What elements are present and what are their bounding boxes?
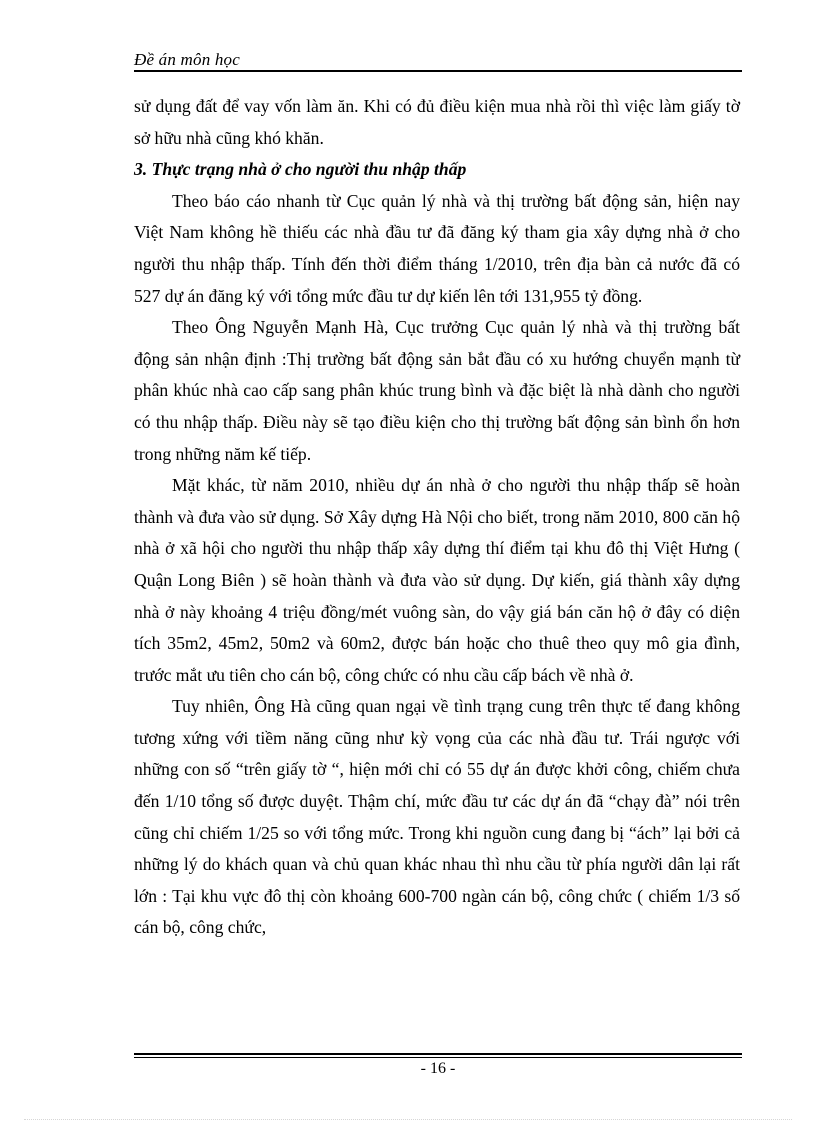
paragraph-concerns: Tuy nhiên, Ông Hà cũng quan ngại về tình trạng cung trên thực tế đang không tương xứng với tiềm năng cũng như kỳ vọng của các nhà đầu tư. Trái ngược với những con số “trên giấy tờ “, hiện mới chỉ có 55 dự án được khởi công, chiếm chưa đến 1/10 tổng số được duyệt. Thậm chí, mức đầu tư các dự án đã “chạy đà” nói trên cũng chỉ chiếm 1/25 so với tổng mức. Trong khi nguồn cung đang bị “ách” lại bởi cả những lý do khách quan và chủ quan khác nhau thì nhu cầu từ phía người dân lại rất lớn : Tại khu vực đô thị còn khoảng 600-700 ngàn cán bộ, công chức ( chiếm 1/3 số cán bộ, công chức, bbox=[134, 696, 740, 938]
paragraph-report: Theo báo cáo nhanh từ Cục quản lý nhà và thị trường bất động sản, hiện nay Việt Nam không hề thiếu các nhà đầu tư đã đăng ký tham gia xây dựng nhà ở cho người thu nhập thấp. Tính đến thời điểm tháng 1/2010, trên địa bàn cả nước đã có 527 dự án đăng ký với tổng mức đầu tư dự kiến lên tới 131,955 tỷ đồng. bbox=[134, 190, 740, 306]
document-title: Đề án môn học bbox=[134, 50, 240, 69]
paragraph-opinion: Theo Ông Nguyễn Mạnh Hà, Cục trưởng Cục quản lý nhà và thị trường bất động sản nhận định :Thị trường bất động sản bắt đầu có xu hướng chuyển mạnh từ phân khúc nhà cao cấp sang phân khúc trung bình và đặc biệt là nhà dành cho người có thu nhập thấp. Điều này sẽ tạo điều kiện cho thị trường bất động sản bình ổn hơn trong những năm kế tiếp. bbox=[134, 317, 740, 464]
footer-divider bbox=[134, 1053, 742, 1059]
page-header bbox=[134, 46, 742, 74]
page-bottom-dotted-line bbox=[24, 1119, 792, 1120]
section-heading: 3. Thực trạng nhà ở cho người thu nhập thấp bbox=[134, 159, 467, 180]
page-number: - 16 - bbox=[420, 1060, 456, 1077]
paragraph-continuation: sử dụng đất để vay vốn làm ăn. Khi có đủ điều kiện mua nhà rồi thì việc làm giấy tờ sở hữu nhà cũng khó khăn. bbox=[134, 96, 740, 148]
header-divider bbox=[134, 70, 742, 72]
paragraph-projects: Mặt khác, từ năm 2010, nhiều dự án nhà ở cho người thu nhập thấp sẽ hoàn thành và đưa vào sử dụng. Sở Xây dựng Hà Nội cho biết, trong năm 2010, 800 căn hộ nhà ở xã hội cho người thu nhập thấp xây dựng thí điểm tại khu đô thị Việt Hưng ( Quận Long Biên ) sẽ hoàn thành và đưa vào sử dụng. Dự kiến, giá thành xây dựng nhà ở này khoảng 4 triệu đồng/mét vuông sàn, do vậy giá bán căn hộ ở đây có diện tích 35m2, 45m2, 50m2 và 60m2, được bán hoặc cho thuê theo quy mô gia đình, trước mắt ưu tiên cho cán bộ, công chức có nhu cầu cấp bách về nhà ở. bbox=[134, 475, 740, 685]
document-body bbox=[134, 91, 740, 944]
